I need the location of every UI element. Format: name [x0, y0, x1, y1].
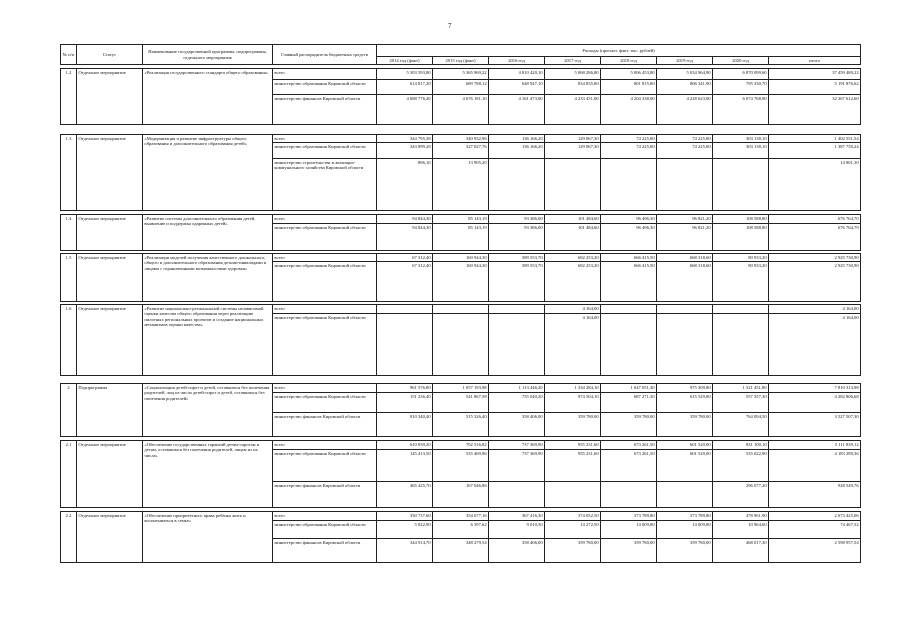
value-cell: 961 576,80	[377, 384, 433, 393]
value-cell: 673 261,50	[601, 450, 657, 482]
value-cell: 374 052,50	[545, 512, 601, 521]
value-cell: 303 138,10	[713, 143, 769, 159]
row-status: Отдельное мероприятие	[77, 215, 143, 251]
row-name: «Развитие системы дополнительного образования детей, выявление и поддержка одаренных детей»	[143, 215, 273, 251]
value-cell: 359 780,00	[601, 539, 657, 563]
value-cell: 831 100,10	[713, 441, 769, 450]
value-cell: 5 365 969,22	[433, 69, 489, 80]
value-cell: 676 764,70	[769, 215, 861, 224]
value-cell	[545, 482, 601, 508]
row-name: «Реализация государственного стандарта общего образования»	[143, 69, 273, 125]
value-cell	[657, 314, 713, 376]
row-status: Отдельное мероприятие	[77, 305, 143, 376]
row-gr: всего	[273, 69, 377, 80]
value-cell: 6 870 099,60	[713, 69, 769, 80]
value-cell: 14 801,30	[769, 159, 861, 211]
table-row	[61, 215, 861, 224]
value-cell: 465 425,70	[377, 482, 433, 508]
value-cell	[377, 305, 433, 314]
value-cell: 359 780,00	[657, 539, 713, 563]
value-cell	[601, 482, 657, 508]
value-cell: 373 789,80	[657, 512, 713, 521]
value-cell: 673 261,50	[601, 441, 657, 450]
value-cell: 764 094,50	[713, 413, 769, 437]
value-cell: 344 795,38	[377, 135, 433, 143]
header-expenses: Расходы (прогноз, факт, тыс. рублей)	[377, 45, 861, 57]
value-cell: 96 821,20	[657, 224, 713, 251]
value-cell: 359 780,00	[545, 413, 601, 437]
value-cell: 692 253,20	[545, 254, 601, 262]
value-cell: 615 529,80	[657, 393, 713, 413]
row-num: 1.4	[61, 215, 77, 251]
row-gr: министерство образования Кировской области	[273, 262, 377, 302]
value-cell: 74 467,52	[769, 521, 861, 539]
row-name: «Обеспечение государственных гарантий детям-сиротам и детям, оставшимся без попечения родителей, лицам из их числа»	[143, 441, 273, 508]
value-cell: 6 397,62	[433, 521, 489, 539]
value-cell: 834 835,80	[545, 80, 601, 95]
value-cell: 928 549,76	[769, 482, 861, 508]
header-year: итого	[769, 57, 861, 65]
header-year: 2015 год (факт)	[433, 57, 489, 65]
value-cell	[713, 314, 769, 376]
value-cell: 806 341,90	[657, 80, 713, 95]
value-cell: 296 077,20	[713, 482, 769, 508]
value-cell: 67 312,40	[377, 262, 433, 302]
value-cell: 4 810 420,10	[489, 69, 545, 80]
value-cell: 94 844,30	[377, 224, 433, 251]
value-cell: 343 899,28	[377, 143, 433, 159]
value-cell: 5 822,90	[377, 521, 433, 539]
value-cell: 145 413,50	[377, 450, 433, 482]
value-cell: 67 312,40	[377, 254, 433, 262]
row-gr: всего	[273, 254, 377, 262]
value-cell: 85 143,19	[433, 215, 489, 224]
value-cell	[489, 482, 545, 508]
row-name: «Реализация моделей получения качественного дошкольного, общего и дополнительного образования детьми-инвалидами и лицами с ограниченными возможностями здоровья»	[143, 254, 273, 302]
value-cell: 160 944,30	[433, 262, 489, 302]
value-cell: 359 780,00	[657, 413, 713, 437]
row-name: «Социализация детей-сирот и детей, оставшихся без попечения родителей, лиц из числа детей-сирот и детей, оставшихся без попечения родителей»	[143, 384, 273, 437]
value-cell: 666 415,50	[601, 254, 657, 262]
value-cell: 1 402 551,54	[769, 135, 861, 143]
value-cell: 801 815,80	[601, 80, 657, 95]
value-cell: 350 737,60	[377, 512, 433, 521]
table-row	[61, 69, 861, 80]
value-cell: 755 040,20	[489, 393, 545, 413]
value-cell: 4 164,00	[769, 305, 861, 314]
value-cell	[601, 314, 657, 376]
value-cell: 1 387 750,24	[769, 143, 861, 159]
value-cell	[377, 314, 433, 376]
table-row	[61, 305, 861, 314]
row-gr: министерство образования Кировской области	[273, 224, 377, 251]
value-cell: 4 676 181,10	[433, 95, 489, 125]
value-cell: 108 588,80	[713, 224, 769, 251]
value-cell: 955 231,60	[545, 441, 601, 450]
value-cell: 468 017,30	[713, 539, 769, 563]
value-cell: 74 225,80	[657, 143, 713, 159]
value-cell: 96 496,30	[601, 215, 657, 224]
value-cell: 4 282 806,68	[769, 393, 861, 413]
row-gr: министерство образования Кировской области	[273, 450, 377, 482]
value-cell: 955 231,60	[545, 450, 601, 482]
header-year: 2014 год (факт)	[377, 57, 433, 65]
value-cell: 5 068 286,80	[545, 69, 601, 80]
value-cell: 373 789,80	[601, 512, 657, 521]
value-cell: 4 688 776,20	[377, 95, 433, 125]
value-cell	[657, 305, 713, 314]
value-cell: 5 303 593,80	[377, 69, 433, 80]
value-cell	[657, 482, 713, 508]
value-cell: 2 925 730,90	[769, 254, 861, 262]
row-gr: министерство финансов Кировской области	[273, 95, 377, 125]
value-cell: 4 183 289,36	[769, 450, 861, 482]
value-cell: 5 191 876,62	[769, 80, 861, 95]
value-cell: 358 406,00	[489, 413, 545, 437]
value-cell: 7 810 313,98	[769, 384, 861, 393]
table-row	[61, 441, 861, 450]
value-cell: 689 788,12	[433, 80, 489, 95]
value-cell: 896,10	[377, 159, 433, 211]
value-cell: 167 046,86	[433, 482, 489, 508]
value-cell: 1 047 051,30	[601, 384, 657, 393]
header-year: 2017 год	[545, 57, 601, 65]
value-cell: 9 010,30	[489, 521, 545, 539]
value-cell: 702 516,82	[433, 441, 489, 450]
row-gr: министерство образования Кировской области	[273, 314, 377, 376]
value-cell: 74 225,80	[657, 135, 713, 143]
value-cell: 80 933,20	[713, 254, 769, 262]
value-cell: 108 588,80	[713, 215, 769, 224]
value-cell: 4 164,00	[545, 305, 601, 314]
value-cell	[713, 305, 769, 314]
row-status: Отдельное мероприятие	[77, 512, 143, 563]
value-cell: 14 009,80	[601, 521, 657, 539]
table-row	[61, 254, 861, 262]
row-gr: министерство финансов Кировской области	[273, 539, 377, 563]
value-cell: 4 161 473,00	[489, 95, 545, 125]
value-cell: 359 780,00	[601, 413, 657, 437]
row-gr: всего	[273, 305, 377, 314]
value-cell: 4 164,00	[545, 314, 601, 376]
row-num: 2	[61, 384, 77, 437]
header-year: 2019 год	[657, 57, 713, 65]
value-cell: 136 166,20	[489, 143, 545, 159]
value-cell: 2 598 957,54	[769, 539, 861, 563]
row-gr: министерство финансов Кировской области	[273, 413, 377, 437]
value-cell: 327 027,76	[433, 143, 489, 159]
row-status: Отдельное мероприятие	[77, 441, 143, 508]
value-cell	[657, 159, 713, 211]
value-cell: 666 415,50	[601, 262, 657, 302]
value-cell: 2 925 730,90	[769, 262, 861, 302]
value-cell: 74 225,80	[601, 143, 657, 159]
value-cell: 5 034 964,90	[657, 69, 713, 80]
value-cell: 129 067,30	[545, 143, 601, 159]
value-cell: 5 111 839,12	[769, 441, 861, 450]
header-status: Статус	[77, 45, 143, 65]
value-cell: 94 844,30	[377, 215, 433, 224]
header-gr: Главный распорядитель бюджетных средств	[273, 45, 377, 65]
row-gr: министерство строительства и жилищно-коммунального хозяйства Кировской области	[273, 159, 377, 211]
row-num: 2.2	[61, 512, 77, 563]
value-cell: 1 334 284,10	[545, 384, 601, 393]
value-cell	[713, 159, 769, 211]
value-cell: 692 253,20	[545, 262, 601, 302]
row-gr: министерство финансов Кировской области	[273, 482, 377, 508]
row-gr: министерство образования Кировской области	[273, 80, 377, 95]
value-cell: 810 340,40	[377, 413, 433, 437]
value-cell: 10 964,60	[713, 521, 769, 539]
value-cell: 535 022,90	[713, 450, 769, 482]
value-cell: 668 318,60	[657, 254, 713, 262]
value-cell: 32 267 612,60	[769, 95, 861, 125]
value-cell: 93 386,00	[489, 224, 545, 251]
value-cell: 535 469,96	[433, 450, 489, 482]
value-cell: 136 166,20	[489, 135, 545, 143]
value-cell: 96 496,30	[601, 224, 657, 251]
value-cell: 74 225,80	[601, 135, 657, 143]
row-name: «Обеспечение приоритетного права ребёнка жить и воспитываться в семье»	[143, 512, 273, 563]
row-name: «Модернизация и развитие инфраструктуры общего образования и дополнительного образования детей»	[143, 135, 273, 211]
value-cell	[489, 305, 545, 314]
value-cell	[433, 305, 489, 314]
value-cell	[601, 305, 657, 314]
table-row	[61, 512, 861, 521]
row-gr: всего	[273, 384, 377, 393]
value-cell: 515 326,40	[433, 413, 489, 437]
value-cell: 668 318,60	[657, 262, 713, 302]
value-cell: 3 527 507,30	[769, 413, 861, 437]
header-year: 2020 год	[713, 57, 769, 65]
header-year: 2018 год	[601, 57, 657, 65]
row-gr: министерство образования Кировской области	[273, 143, 377, 159]
value-cell: 737 369,90	[489, 450, 545, 482]
value-cell: 648 947,10	[489, 80, 545, 95]
value-cell: 80 933,20	[713, 262, 769, 302]
row-gr: всего	[273, 512, 377, 521]
row-num: 1.2	[61, 69, 77, 125]
value-cell: 340 932,96	[433, 135, 489, 143]
value-cell: 6 074 768,90	[713, 95, 769, 125]
value-cell: 13 905,20	[433, 159, 489, 211]
value-cell: 610 839,20	[377, 441, 433, 450]
value-cell: 344 914,70	[377, 539, 433, 563]
value-cell: 303 138,10	[713, 135, 769, 143]
value-cell: 601 520,00	[657, 450, 713, 482]
value-cell: 589 553,70	[489, 254, 545, 262]
value-cell: 4 228 623,00	[657, 95, 713, 125]
value-cell: 14 272,50	[545, 521, 601, 539]
value-cell: 4 164,00	[769, 314, 861, 376]
value-cell: 129 067,30	[545, 135, 601, 143]
value-cell: 160 944,30	[433, 254, 489, 262]
value-cell: 589 553,70	[489, 262, 545, 302]
value-cell: 795 330,70	[713, 80, 769, 95]
value-cell: 359 780,00	[545, 539, 601, 563]
value-cell: 614 817,20	[377, 80, 433, 95]
value-cell	[433, 314, 489, 376]
value-cell: 96 821,20	[657, 215, 713, 224]
value-cell: 101 484,60	[545, 215, 601, 224]
value-cell: 478 961,90	[713, 512, 769, 521]
value-cell: 151 236,40	[377, 393, 433, 413]
budget-table	[60, 44, 861, 563]
value-cell: 1 321 451,80	[713, 384, 769, 393]
value-cell: 348 279,54	[433, 539, 489, 563]
value-cell: 2 673 425,06	[769, 512, 861, 521]
value-cell: 4 233 451,00	[545, 95, 601, 125]
value-cell: 557 357,30	[713, 393, 769, 413]
row-status: Отдельное мероприятие	[77, 69, 143, 125]
row-num: 1.3	[61, 135, 77, 211]
row-status: Подпрограмма	[77, 384, 143, 437]
row-num: 1.5	[61, 254, 77, 302]
row-name: «Развитие национально-региональной системы независимой оценки качества общего образования через реализацию пилотных региональных проектов и создание национальных механизмов оценки качества»	[143, 305, 273, 376]
row-num: 2.1	[61, 441, 77, 508]
value-cell: 737 369,90	[489, 441, 545, 450]
value-cell: 37 459 489,22	[769, 69, 861, 80]
value-cell: 101 484,60	[545, 224, 601, 251]
value-cell: 1 113 446,20	[489, 384, 545, 393]
row-gr: министерство образования Кировской области	[273, 393, 377, 413]
value-cell: 687 271,30	[601, 393, 657, 413]
row-gr: министерство образования Кировской области	[273, 521, 377, 539]
value-cell	[489, 314, 545, 376]
value-cell: 93 386,00	[489, 215, 545, 224]
value-cell: 354 677,16	[433, 512, 489, 521]
row-status: Отдельное мероприятие	[77, 254, 143, 302]
value-cell	[489, 159, 545, 211]
value-cell: 4 204 338,00	[601, 95, 657, 125]
value-cell: 85 143,19	[433, 224, 489, 251]
value-cell: 358 406,00	[489, 539, 545, 563]
value-cell: 974 504,10	[545, 393, 601, 413]
value-cell: 975 309,80	[657, 384, 713, 393]
value-cell: 1 057 193,98	[433, 384, 489, 393]
value-cell: 5 006 453,80	[601, 69, 657, 80]
row-num: 1.6	[61, 305, 77, 376]
header-num: № п/п	[61, 45, 77, 65]
row-gr: всего	[273, 135, 377, 143]
page-number: 7	[448, 22, 452, 30]
value-cell	[601, 159, 657, 211]
value-cell: 14 009,80	[657, 521, 713, 539]
row-gr: всего	[273, 441, 377, 450]
value-cell: 601 520,00	[657, 441, 713, 450]
value-cell: 541 867,58	[433, 393, 489, 413]
value-cell	[545, 159, 601, 211]
row-status: Отдельное мероприятие	[77, 135, 143, 211]
table-row	[61, 384, 861, 393]
header-year: 2016 год	[489, 57, 545, 65]
value-cell: 367 416,30	[489, 512, 545, 521]
table-row	[61, 135, 861, 143]
value-cell: 676 764,79	[769, 224, 861, 251]
header-name: Наименование государственной программы, подпрограммы, отдельного мероприятия	[143, 45, 273, 65]
row-gr: всего	[273, 215, 377, 224]
